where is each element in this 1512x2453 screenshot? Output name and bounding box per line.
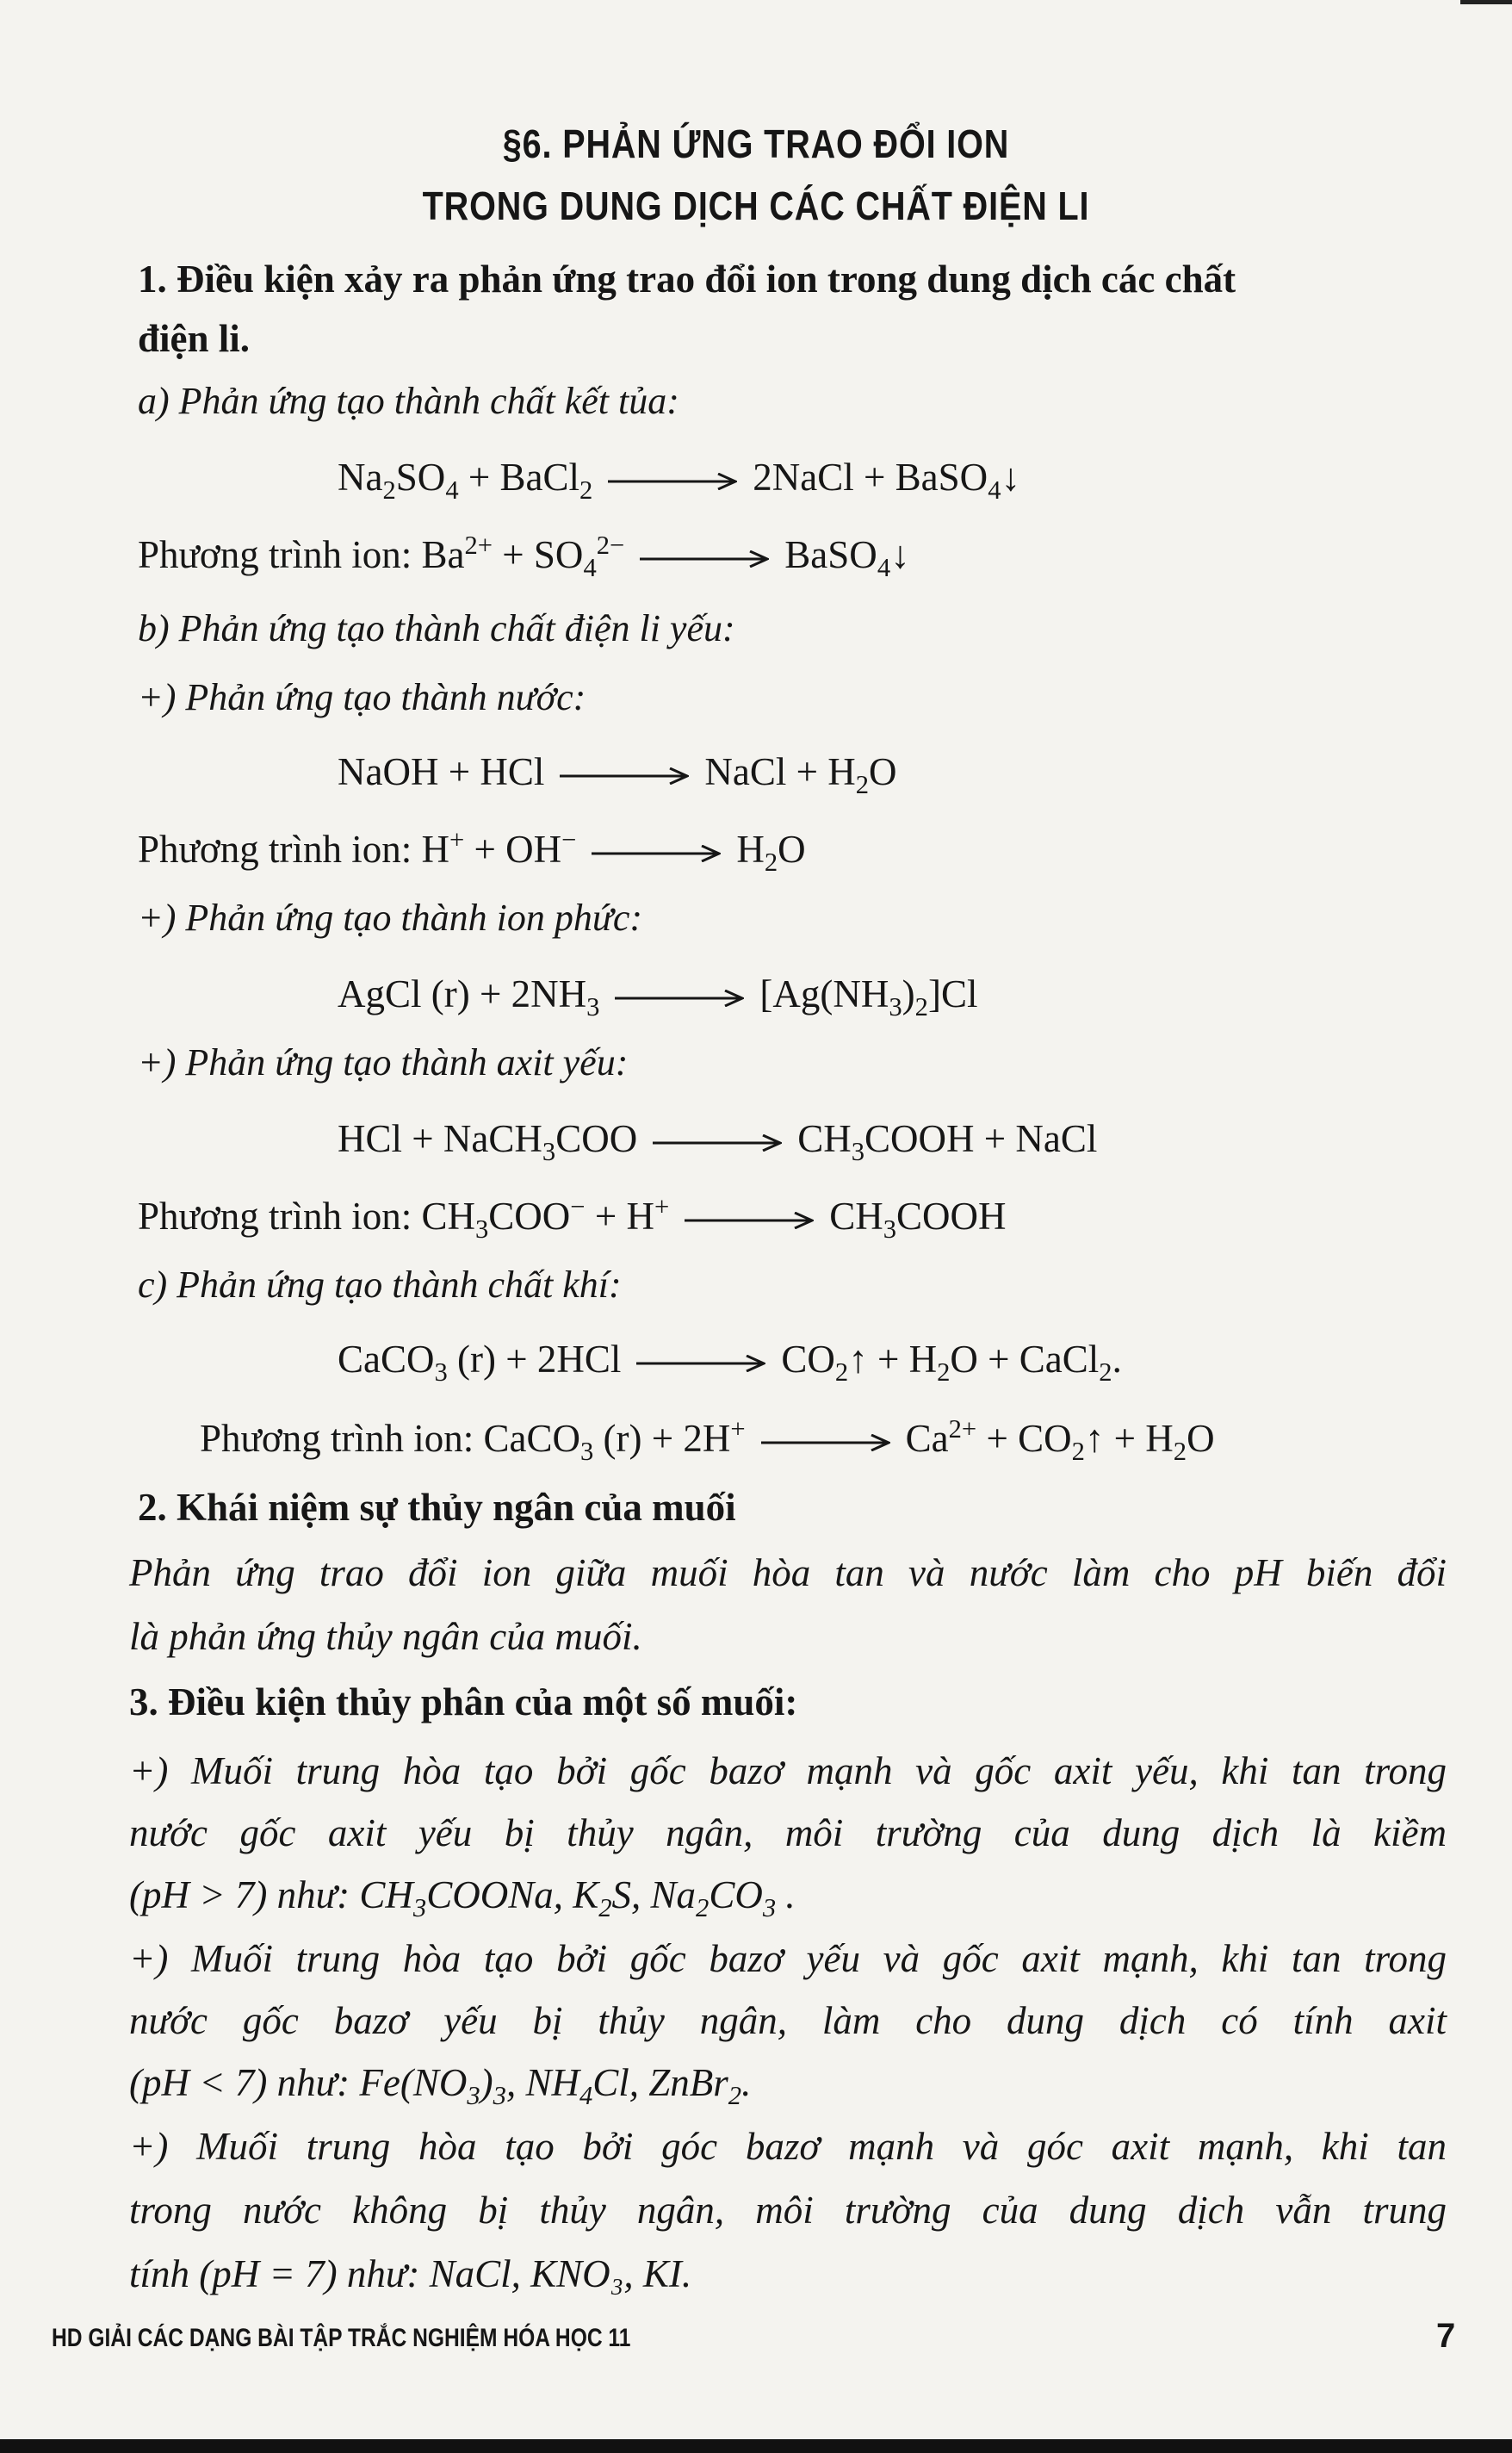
footer-book-title: HD GIẢI CÁC DẠNG BÀI TẬP TRẮC NGHIỆM HÓA HỌC 11 <box>52 2324 631 2352</box>
arrow-icon <box>615 990 744 1007</box>
bottom-edge-bar <box>0 2439 1512 2453</box>
scan-edge-mark <box>1460 0 1512 4</box>
equation-complex-ion: AgCl $(r) + 2NH_3$ $[Ag(NH_3)_2]Cl$ <box>338 972 978 1022</box>
ion-label: Phương trình ion: <box>138 1195 412 1238</box>
ion-equation-weak-acid: Phương trình ion: $CH_3COO^- + H^+$ $CH_3COOH$ <box>138 1192 1007 1244</box>
ion-equation-gas: Phương trình ion: CaCO$_3$ (r) + 2H+ $Ca^{2+}$ + $CO_2↑ + H_2O$ <box>200 1414 1215 1466</box>
section3-p3-line2: trong nước không bị thủy ngân, môi trường của dung dịch vẫn trung <box>129 2189 1447 2232</box>
p1-prefix: (pH > 7) như: <box>129 1873 360 1916</box>
section2-text-line2: là phản ứng thủy ngân của muối. <box>129 1615 642 1658</box>
title-line-1: §6. PHẢN ỨNG TRAO ĐỔI ION <box>502 121 1010 166</box>
equation-weak-acid: HCl + NaCH$_3$COO $CH_3COOH$ + NaCl <box>338 1117 1098 1166</box>
equation-precipitate: $Na_2SO_4$ + BaCl$_2$ 2NaCl + BaSO$_4$↓ <box>338 456 1020 505</box>
equation-gas: CaCO$_3$ (r) + 2HCl $CO_2↑ + H_2O$ + CaCl$_2$. <box>338 1338 1122 1387</box>
arrow-icon <box>592 845 721 862</box>
ion-equation-water: Phương trình ion: H+ + OH− $H_2O$ <box>138 825 806 877</box>
section1-heading-line2: điện li. <box>138 317 251 360</box>
section3-p3-line1: +) Muối trung hòa tạo bởi góc bazơ mạnh và góc axit mạnh, khi tan <box>129 2125 1447 2168</box>
ion-label: Phương trình ion: <box>138 533 412 576</box>
arrow-icon <box>685 1212 814 1229</box>
section3-p1-line2: nước gốc axit yếu bị thủy ngân, môi trường của dung dịch là kiềm <box>129 1811 1447 1854</box>
arrow-icon <box>640 550 769 568</box>
section2-heading: 2. Khái niệm sự thủy ngân của muối <box>138 1486 736 1529</box>
arrow-icon <box>653 1134 782 1152</box>
arrow-icon <box>608 473 737 490</box>
subsection-a-label: a) Phản ứng tạo thành chất kết tủa: <box>138 380 679 422</box>
title-line-2: TRONG DUNG DỊCH CÁC CHẤT ĐIỆN LI <box>422 183 1090 228</box>
p2-prefix: (pH < 7) như: <box>129 2061 360 2104</box>
ion-label: Phương trình ion: <box>200 1417 474 1460</box>
subsection-b3-label: +) Phản ứng tạo thành axit yếu: <box>138 1041 629 1084</box>
section3-p1-line3: (pH > 7) như: $CH_3COONa$, $K_2S$, $Na_2CO_3$ . <box>129 1873 796 1922</box>
arrow-icon <box>560 767 689 785</box>
section3-p2-line1: +) Muối trung hòa tạo bởi gốc bazơ yếu và gốc axit mạnh, khi tan trong <box>129 1937 1447 1980</box>
ion-label: Phương trình ion: <box>138 828 412 871</box>
subsection-b1-label: +) Phản ứng tạo thành nước: <box>138 676 586 718</box>
page-number: 7 <box>1436 2317 1456 2355</box>
section3-heading: 3. Điều kiện thủy phân của một số muối: <box>129 1680 798 1723</box>
section3-p1-line1: +) Muối trung hòa tạo bởi gốc bazơ mạnh và gốc axit yếu, khi tan trong <box>129 1749 1447 1792</box>
arrow-icon <box>761 1434 890 1451</box>
equation-water: NaOH + HCl NaCl + $H_2O$ <box>338 750 897 799</box>
section1-heading-line1: 1. Điều kiện xảy ra phản ứng trao đổi ion trong dung dịch các chất <box>138 258 1236 301</box>
subsection-b2-label: +) Phản ứng tạo thành ion phức: <box>138 897 643 939</box>
section3-p3-line3: tính (pH = 7) như: NaCl, KNO₃, KI. <box>129 2252 692 2295</box>
subsection-c-label: c) Phản ứng tạo thành chất khí: <box>138 1264 622 1306</box>
section3-p2-line3: (pH < 7) như: $Fe(NO_3)_3$, $NH_4Cl$, ZnBr$_2$. <box>129 2061 752 2110</box>
arrow-icon <box>636 1355 765 1372</box>
section3-p2-line2: nước gốc bazơ yếu bị thủy ngân, làm cho dung dịch có tính axit <box>129 1999 1447 2042</box>
section2-text-line1: Phản ứng trao đổi ion giữa muối hòa tan và nước làm cho pH biến đổi <box>129 1551 1447 1594</box>
subsection-b-label: b) Phản ứng tạo thành chất điện li yếu: <box>138 607 735 649</box>
ion-equation-precipitate: Phương trình ion: $Ba^{2+} + SO_4^{2-}$ BaSO$_4$↓ <box>138 531 910 582</box>
